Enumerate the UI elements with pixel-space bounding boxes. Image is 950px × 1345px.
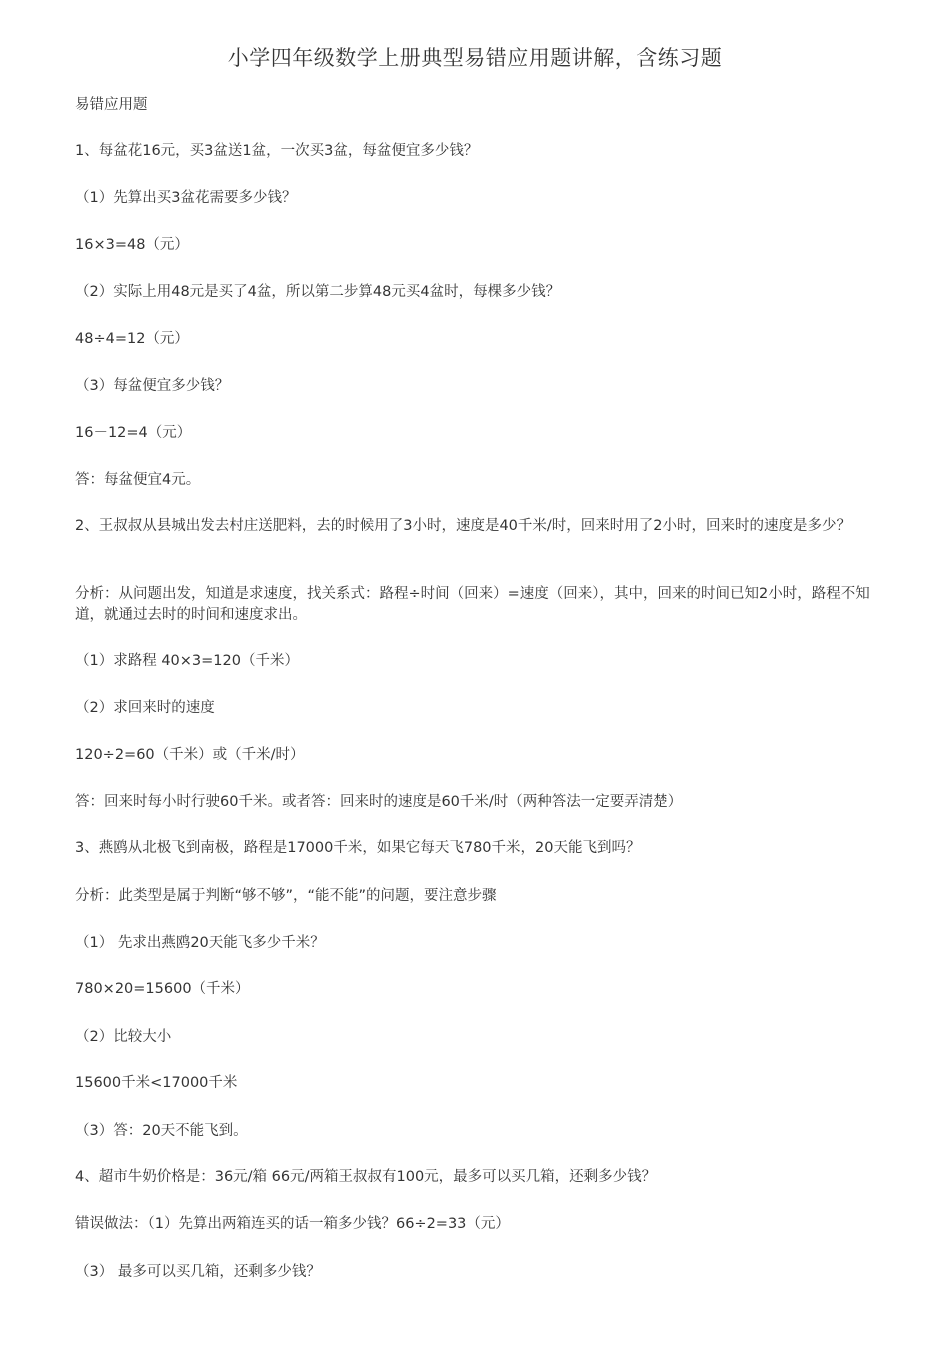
step-line: （3）每盆便宜多少钱？ xyxy=(75,378,230,394)
step-line: （2）比较大小 xyxy=(75,1029,172,1045)
step-line: （1）先算出买3盆花需要多少钱？ xyxy=(75,190,297,206)
question-2: 2、王叔叔从县城出发去村庄送肥料，去的时候用了3小时，速度是40千米/时，回来时用了2小时，回来时的速度是多少？ xyxy=(75,518,852,534)
answer-line: 答：回来时每小时行驶60千米。或者答：回来时的速度是60千米/时（两种答法一定要弄清楚） xyxy=(75,794,683,810)
question-1: 1、每盆花16元，买3盆送1盆，一次买3盆，每盆便宜多少钱？ xyxy=(75,143,479,159)
calculation-line: 780×20=15600（千米） xyxy=(75,981,250,997)
analysis-line: 分析：从问题出发，知道是求速度，找关系式：路程÷时间（回来）=速度（回来），其中，回来的时间已知2小时，路程不知道，就通过去时的时间和速度求出。 xyxy=(75,586,870,623)
calculation-line: 48÷4=12（元） xyxy=(75,331,189,347)
step-line: （1）求路程 40×3=120（千米） xyxy=(75,653,299,669)
step-line: （2）实际上用48元是买了4盆，所以第二步算48元买4盆时，每棵多少钱？ xyxy=(75,284,561,300)
answer-line: 答：每盆便宜4元。 xyxy=(75,472,201,488)
calculation-line: 16－12=4（元） xyxy=(75,425,192,441)
calculation-line: 120÷2=60（千米）或（千米/时） xyxy=(75,747,305,763)
answer-line: （3）答：20天不能飞到。 xyxy=(75,1123,248,1139)
step-line: （3） 最多可以买几箱，还剩多少钱？ xyxy=(75,1264,321,1280)
analysis-line: 分析：此类型是属于判断“够不够”，“能不能”的问题，要注意步骤 xyxy=(75,888,497,904)
step-line: （1） 先求出燕鸥20天能飞多少千米？ xyxy=(75,935,325,951)
calculation-line: 16×3=48（元） xyxy=(75,237,189,253)
question-4: 4、超市牛奶价格是：36元/箱 66元/两箱王叔叔有100元，最多可以买几箱，还剩多少钱？ xyxy=(75,1169,657,1185)
wrong-method-line: 错误做法：（1）先算出两箱连买的话一箱多少钱？66÷2=33（元） xyxy=(75,1216,510,1232)
document-title: 小学四年级数学上册典型易错应用题讲解，含练习题 xyxy=(227,46,723,70)
step-line: （2）求回来时的速度 xyxy=(75,700,215,716)
section-heading: 易错应用题 xyxy=(75,97,148,113)
question-3: 3、燕鸥从北极飞到南极，路程是17000千米，如果它每天飞780千米，20天能飞到吗？ xyxy=(75,840,641,856)
calculation-line: 15600千米<17000千米 xyxy=(75,1075,238,1091)
